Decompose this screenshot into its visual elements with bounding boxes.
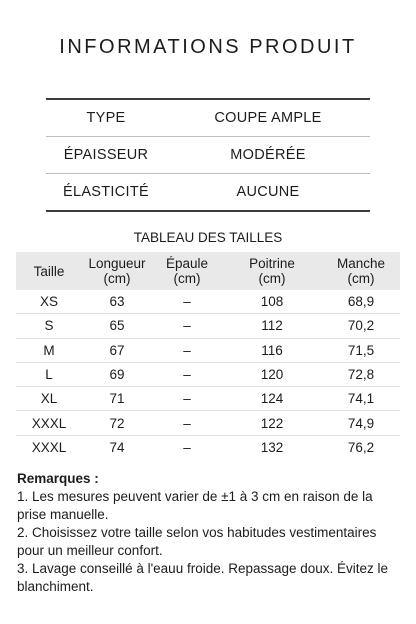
cell-shoulder: – (152, 314, 222, 338)
cell-shoulder: – (152, 411, 222, 435)
cell-sleeve: 74,9 (322, 411, 400, 435)
table-row (16, 290, 400, 314)
header-taille-label: Taille (33, 263, 65, 279)
header-epaule-label: Épaule (165, 256, 209, 271)
table-row (16, 338, 400, 362)
table-row (16, 435, 400, 459)
cell-sleeve: 76,2 (347, 439, 375, 455)
cell-chest: 124 (222, 387, 322, 411)
cell-shoulder: – (152, 387, 222, 411)
cell-length: 71 (82, 387, 152, 411)
page-title: INFORMATIONS PRODUIT (59, 36, 357, 58)
remark-item: 3. Lavage conseillé à l'eauu froide. Repassage doux. Évitez le blanchiment. (17, 561, 389, 594)
cell-sleeve: 72,8 (322, 362, 400, 386)
info-label-type: TYPE (86, 110, 126, 126)
cell-size: XS (16, 290, 82, 314)
cell-shoulder: – (152, 338, 222, 362)
header-manche (322, 252, 400, 290)
header-poitrine-unit: (cm) (258, 271, 286, 286)
table-row (16, 362, 400, 386)
cell-chest: 120 (222, 362, 322, 386)
header-manche-label: Manche (336, 256, 386, 271)
remarks-title: Remarques : (17, 471, 99, 486)
header-longueur (82, 252, 152, 290)
header-taille (16, 252, 82, 290)
cell-chest: 112 (222, 314, 322, 338)
info-row-type (46, 100, 370, 137)
remarks-section (17, 470, 401, 596)
cell-chest: 122 (222, 411, 322, 435)
cell-length: 63 (82, 290, 152, 314)
cell-shoulder: – (183, 439, 191, 455)
cell-size: L (16, 362, 82, 386)
size-chart-title: TABLEAU DES TAILLES (133, 230, 283, 245)
info-row-thickness (46, 137, 370, 174)
info-value-elasticity: AUCUNE (236, 184, 300, 200)
cell-size: M (16, 338, 82, 362)
info-label-elasticity: ÉLASTICITÉ (63, 184, 149, 200)
cell-shoulder: – (152, 362, 222, 386)
cell-length: 67 (82, 338, 152, 362)
remark-item: 2. Choisissez votre taille selon vos habitudes vestimentaires pour un meilleur confort. (17, 525, 377, 558)
cell-size: XL (16, 387, 82, 411)
size-chart-header-row (16, 252, 400, 290)
info-label-thickness: ÉPAISSEUR (63, 147, 149, 163)
cell-length: 72 (82, 411, 152, 435)
table-row (16, 314, 400, 338)
cell-length: 69 (82, 362, 152, 386)
cell-chest: 132 (260, 439, 284, 455)
cell-size: S (16, 314, 82, 338)
cell-sleeve: 70,2 (322, 314, 400, 338)
cell-shoulder: – (152, 290, 222, 314)
cell-length: 65 (82, 314, 152, 338)
info-value-thickness: MODÉRÉE (230, 147, 306, 163)
cell-sleeve: 68,9 (322, 290, 400, 314)
cell-size: XXXL (16, 411, 82, 435)
table-row (16, 411, 400, 435)
remark-item: 1. Les mesures peuvent varier de ±1 à 3 cm en raison de la prise manuelle. (17, 489, 373, 522)
cell-size: XXXL (31, 439, 67, 455)
info-value-type: COUPE AMPLE (214, 110, 322, 126)
cell-chest: 108 (222, 290, 322, 314)
info-row-elasticity (46, 174, 370, 212)
cell-length: 74 (109, 439, 125, 455)
header-longueur-unit: (cm) (103, 271, 131, 286)
table-row (16, 387, 400, 411)
product-info-table (46, 98, 370, 212)
header-poitrine-label: Poitrine (249, 256, 295, 271)
header-epaule (152, 252, 222, 290)
header-epaule-unit: (cm) (173, 271, 201, 286)
header-poitrine (222, 252, 322, 290)
size-chart-table (16, 252, 400, 459)
cell-sleeve: 74,1 (322, 387, 400, 411)
header-manche-unit: (cm) (347, 271, 375, 286)
cell-chest: 116 (222, 338, 322, 362)
cell-sleeve: 71,5 (322, 338, 400, 362)
header-longueur-label: Longueur (88, 256, 146, 271)
